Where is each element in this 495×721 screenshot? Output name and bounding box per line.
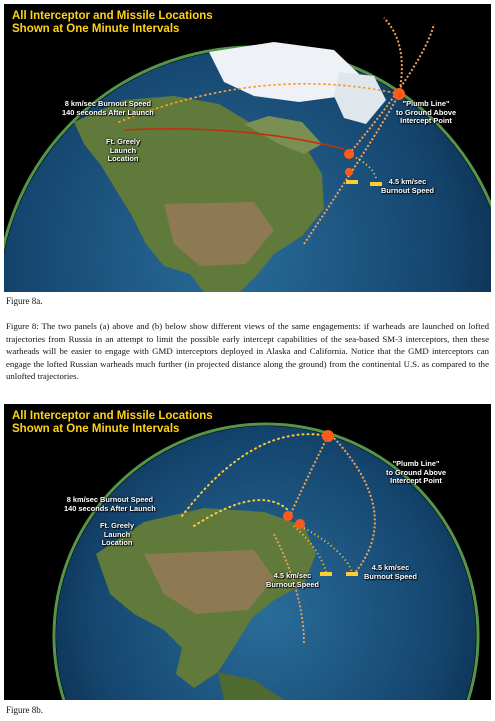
burnout-speed-label: 8 km/sec Burnout Speed 140 seconds After Launch [62,99,154,117]
title-line-2: Shown at One Minute Intervals [12,423,180,435]
figure-8a-image [4,4,491,292]
plumb-line-label: "Plumb Line" to Ground Above Intercept Point [386,459,447,486]
plumb-line-label: "Plumb Line" to Ground Above Intercept Point [396,99,457,126]
title-line-1: All Interceptor and Missile Locations [12,410,213,422]
title-line-2: Shown at One Minute Intervals [12,23,180,35]
sm3-burnout-label-1: 4.5 km/sec Burnout Speed [266,571,319,589]
globe-map-a [4,4,491,292]
figure-8b-image [4,404,491,700]
ft-greely-label: Ft. Greely Launch Location [106,137,141,164]
title-line-1: All Interceptor and Missile Locations [12,10,213,22]
figure-8b-label: Figure 8b. [6,705,43,715]
figure-title [12,10,213,36]
burnout-speed-label: 8 km/sec Burnout Speed 140 seconds After Launch [64,495,156,513]
figure-caption: Figure 8: The two panels (a) above and (b) below show different views of the same engagements: if warheads are launched on lofted trajectories from Russia in an attempt to limit the possible early intercept capabilities of the sea-based SM-3 interceptors, then these warheads will be easier to engage with GMD interceptors deployed in Alaska and California. Notice that the GMD interceptors can engage the lofted Russian warheads much further (in projected distance along the ground) from the continental U.S. as compared to the unlofted trajectories. [6,321,489,382]
sm3-burnout-label: 4.5 km/sec Burnout Speed [381,177,434,195]
globe-map-b [4,404,491,700]
figure-8a-label: Figure 8a. [6,296,43,306]
ft-greely-label: Ft. Greely Launch Location [100,521,135,548]
sm3-burnout-label-2: 4.5 km/sec Burnout Speed [364,563,417,581]
figure-title [12,410,213,436]
